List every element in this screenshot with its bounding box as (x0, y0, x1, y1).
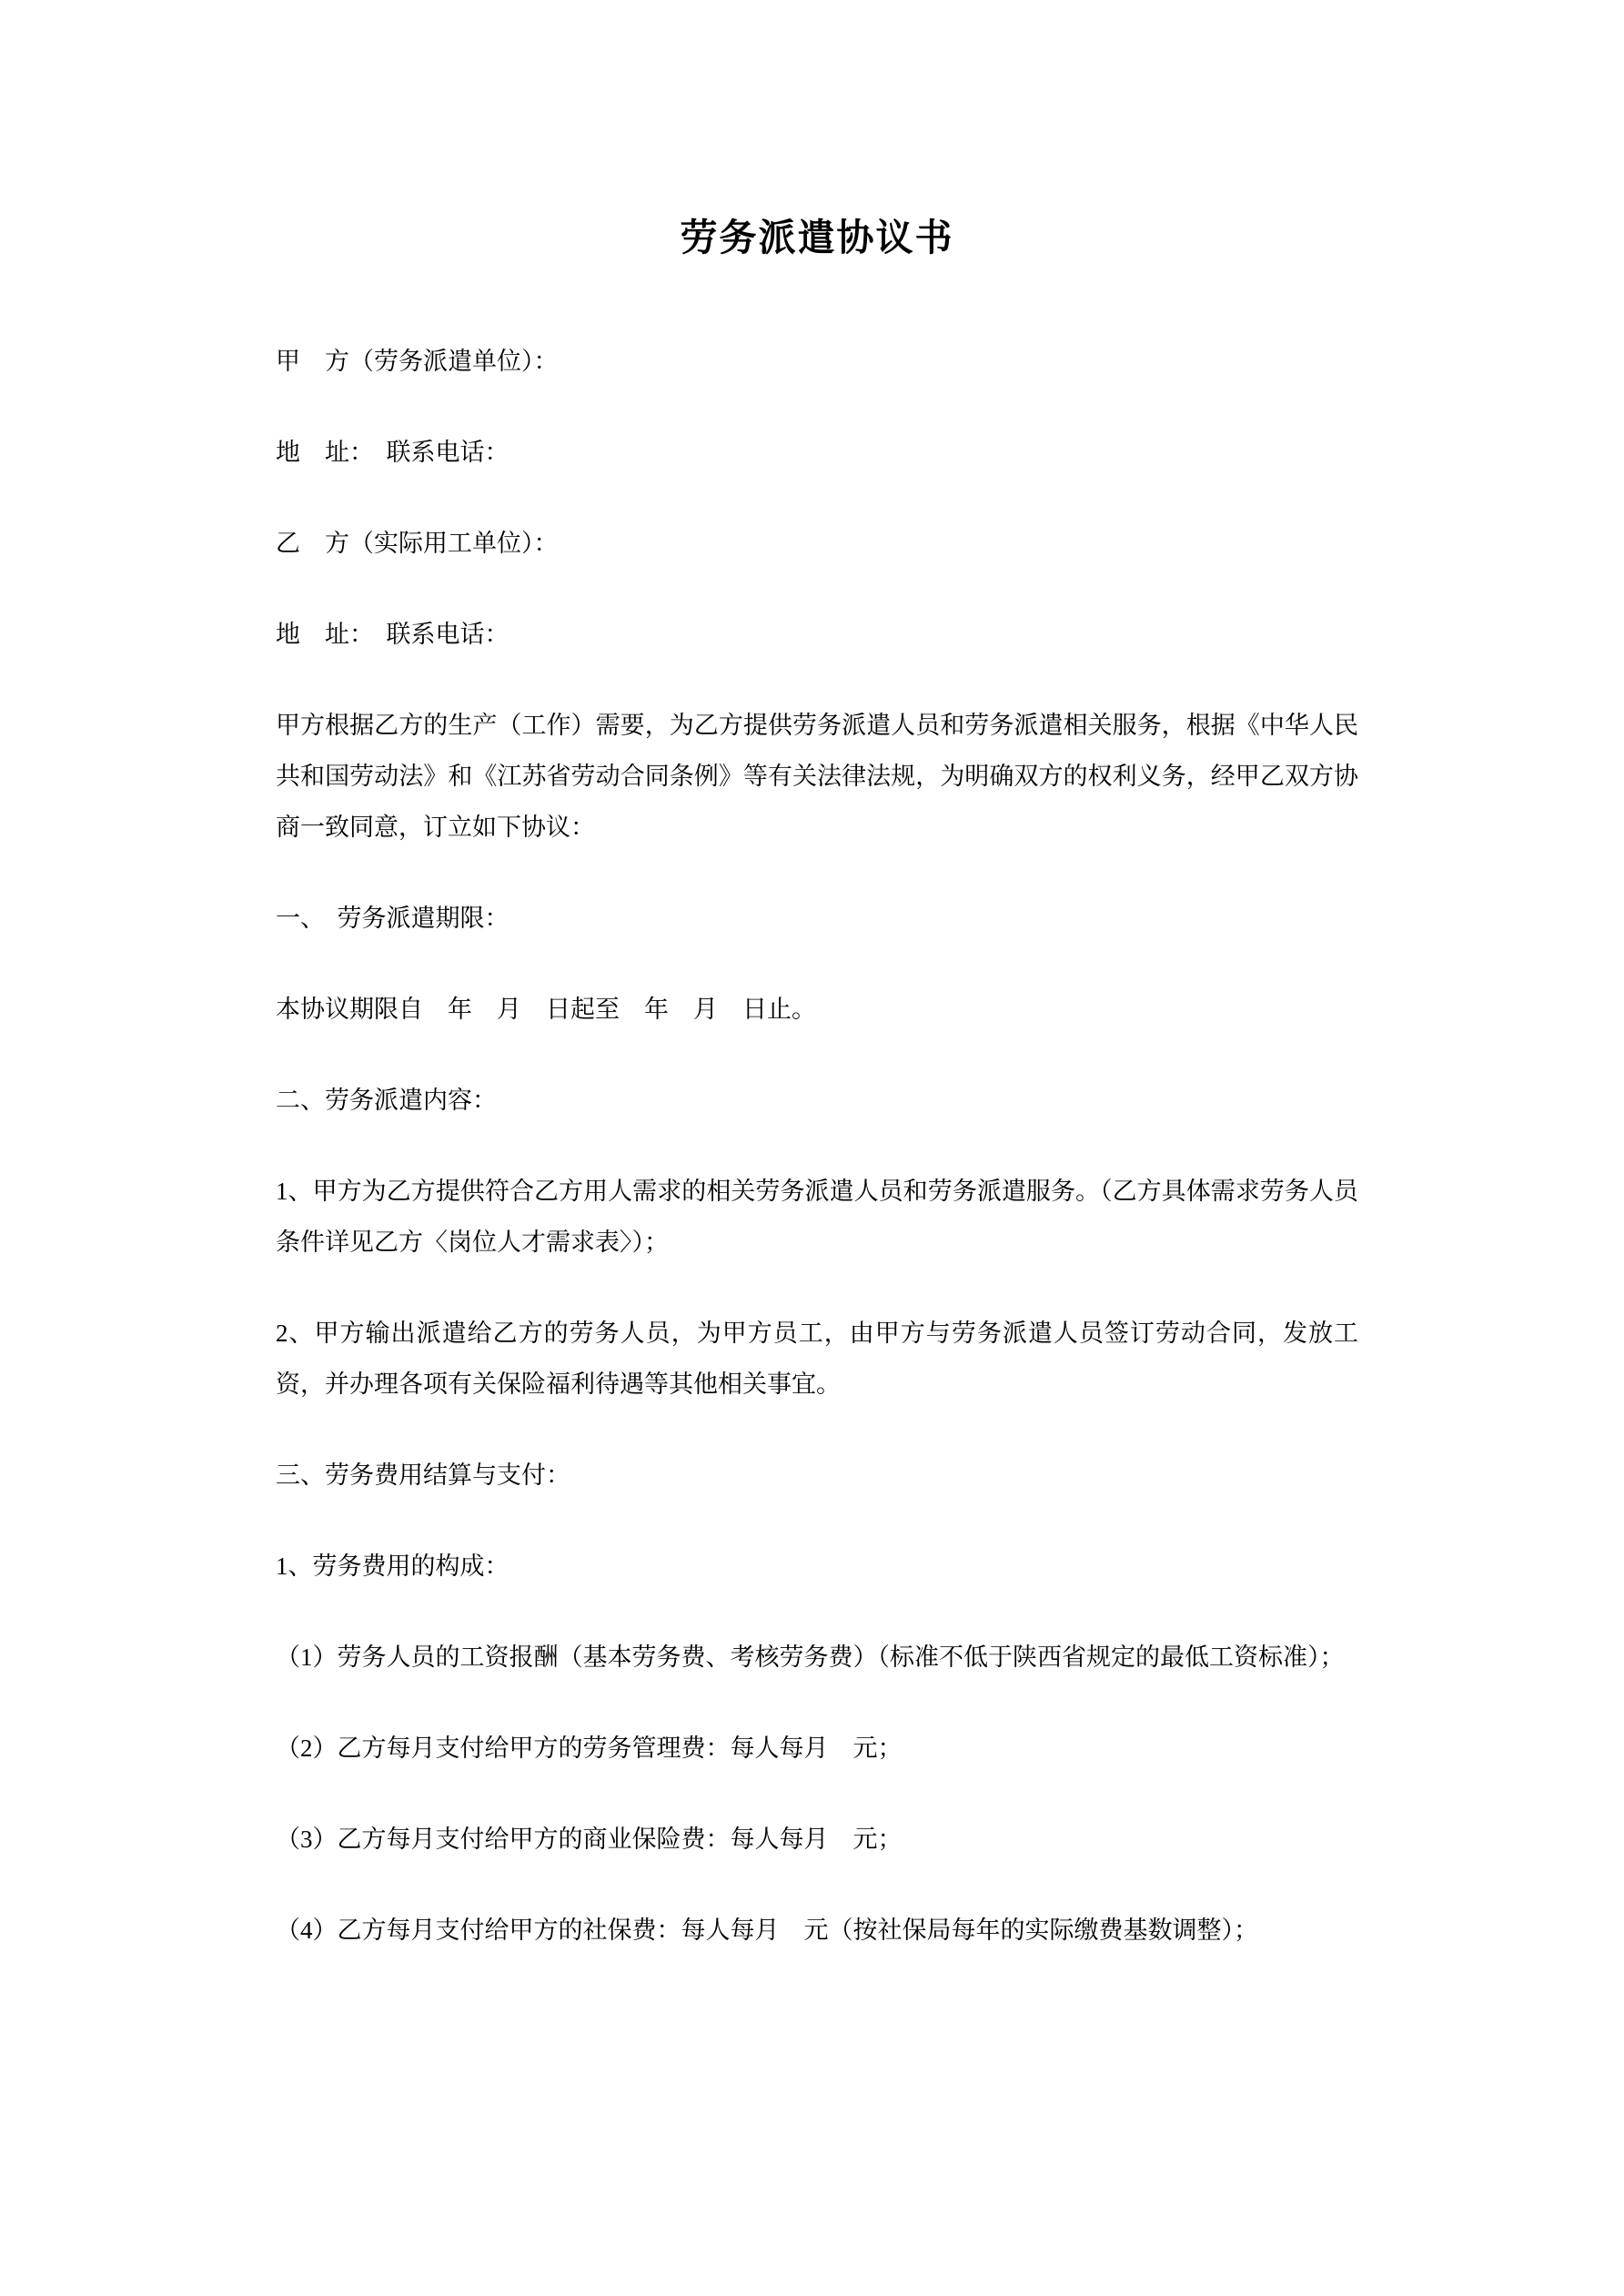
fee-item-4: （4）乙方每月支付给甲方的社保费：每人每月 元（按社保局每年的实际缴费基数调整）； (276, 1917, 1258, 1944)
preamble-paragraph: 甲方根据乙方的生产（工作）需要，为乙方提供劳务派遣人员和劳务派遣相关服务，根据《中华人民共和国劳动法》和《江苏省劳动合同条例》等有关法律法规，为明确双方的权利义务，经甲乙双方协商一致同意，订立如下协议： (276, 712, 1358, 841)
party-b-line: 乙 方（实际用工单位）： (276, 530, 559, 557)
party-b-contact-line: 地 址： 联系电话： (276, 621, 509, 648)
fee-item-2: （2）乙方每月支付给甲方的劳务管理费：每人每月 元； (276, 1735, 903, 1762)
party-a-line: 甲 方（劳务派遣单位）： (276, 348, 559, 375)
document-title: 劳务派遣协议书 (680, 217, 954, 258)
fee-item-3: （3）乙方每月支付给甲方的商业保险费：每人每月 元； (276, 1826, 903, 1853)
section-3-heading: 三、劳务费用结算与支付： (276, 1462, 570, 1489)
clause-3-1-heading: 1、劳务费用的构成： (276, 1553, 509, 1580)
clause-2-2: 2、甲方输出派遣给乙方的劳务人员，为甲方员工，由甲方与劳务派遣人员签订劳动合同，发放工资，并办理各项有关保险福利待遇等其他相关事宜。 (276, 1320, 1358, 1398)
fee-item-1: （1）劳务人员的工资报酬（基本劳务费、考核劳务费）（标准不低于陕西省规定的最低工资标准）； (276, 1644, 1345, 1671)
party-a-contact-line: 地 址： 联系电话： (276, 439, 509, 466)
section-1-term-line: 本协议期限自 年 月 日起至 年 月 日止。 (276, 996, 816, 1023)
section-1-heading: 一、 劳务派遣期限： (276, 905, 509, 932)
section-2-heading: 二、劳务派遣内容： (276, 1087, 497, 1114)
clause-2-1: 1、甲方为乙方提供符合乙方用人需求的相关劳务派遣人员和劳务派遣服务。（乙方具体需求劳务人员条件详见乙方〈岗位人才需求表〉）； (276, 1178, 1358, 1256)
